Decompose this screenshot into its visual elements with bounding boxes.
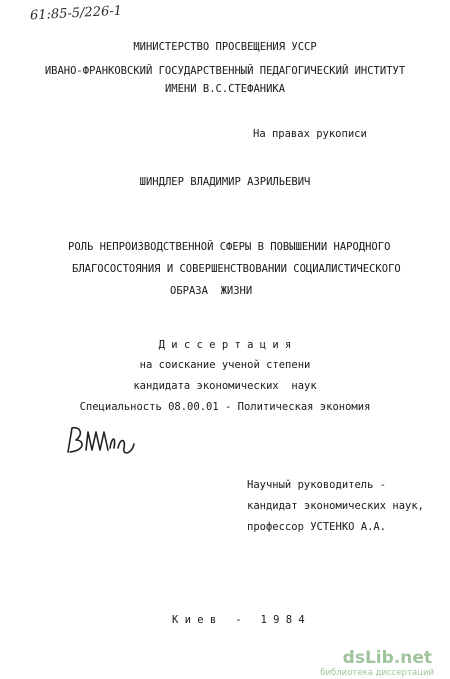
- dslib-watermark-logo: [320, 648, 442, 678]
- degree-line-2: кандидата экономических наук: [133, 380, 317, 392]
- institute-line: ИВАНО-ФРАНКОВСКИЙ ГОСУДАРСТВЕННЫЙ ПЕДАГОГИЧЕСКИЙ ИНСТИТУТ: [44, 65, 406, 77]
- title-line-3: ОБРАЗА ЖИЗНИ: [170, 285, 253, 297]
- specialty-line: Специальность 08.00.01 - Политическая экономия: [79, 401, 371, 413]
- supervisor-line-1: Научный руководитель -: [247, 479, 387, 491]
- title-line-1: РОЛЬ НЕПРОИЗВОДСТВЕННОЙ СФЕРЫ В ПОВЫШЕНИИ НАРОДНОГО: [68, 241, 391, 253]
- watermark-brand: dsLib.net: [342, 648, 432, 668]
- supervisor-line-2: кандидат экономических наук,: [247, 500, 425, 512]
- archive-code: 61:85-5/226-1: [29, 3, 123, 24]
- author-signature: [62, 422, 140, 462]
- city-year-footer: К и е в - 1 9 8 4: [172, 614, 305, 626]
- degree-line-1: на соискание ученой степени: [139, 359, 311, 371]
- watermark-tagline: библиотека диссертаций: [320, 668, 434, 678]
- institute-name-line: ИМЕНИ В.С.СТЕФАНИКА: [164, 83, 286, 95]
- title-line-2: БЛАГОСОСТОЯНИЯ И СОВЕРШЕНСТВОВАНИИ СОЦИАЛИСТИЧЕСКОГО: [72, 263, 401, 275]
- rights-note: На правах рукописи: [253, 128, 367, 140]
- dissertation-label: Д и с с е р т а ц и я: [158, 339, 292, 351]
- ministry-line: МИНИСТЕРСТВО ПРОСВЕЩЕНИЯ УССР: [133, 41, 317, 53]
- supervisor-line-3: профессор УСТЕНКО А.А.: [247, 521, 387, 533]
- author-name: ШИНДЛЕР ВЛАДИМИР АЗРИЛЬЕВИЧ: [139, 176, 311, 188]
